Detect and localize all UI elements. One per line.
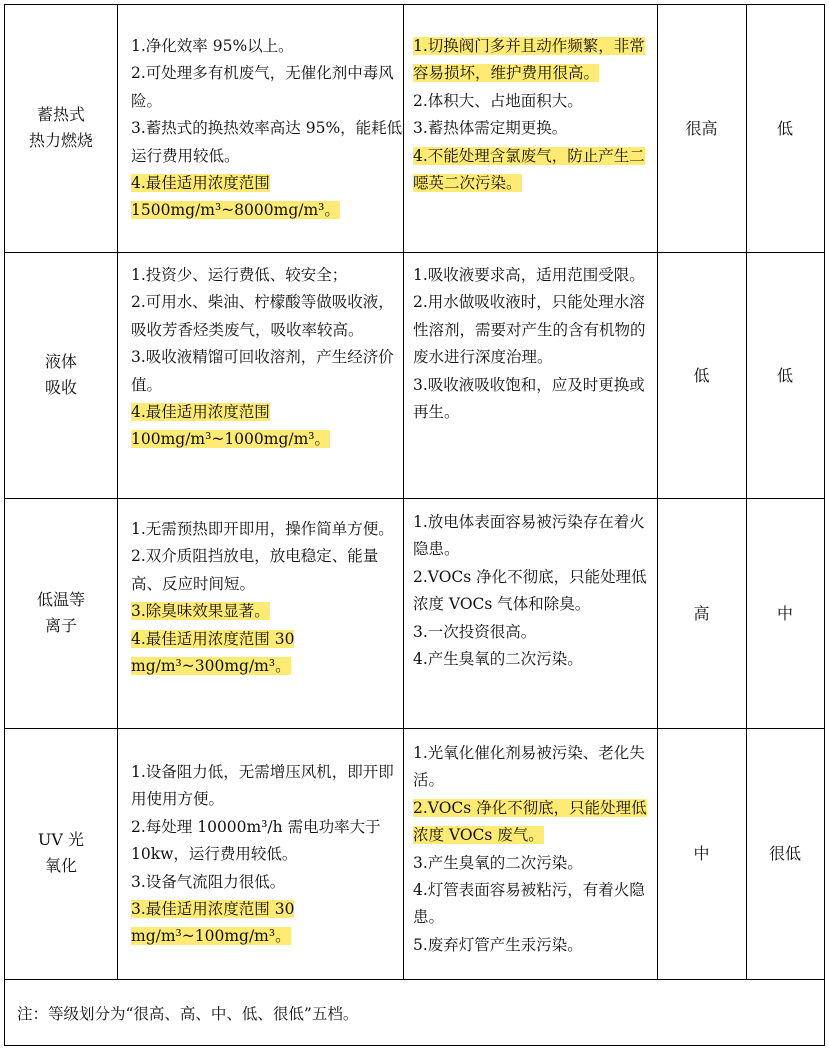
advantage-item: 3.蓄热式的换热效率高达 95%，能耗低运行费用较低。 [131,119,403,165]
advantage-item: 3.设备气流阻力很低。 [131,872,286,891]
highlighted-text: 4.最佳适用浓度范围 1500mg/m³~8000mg/m³。 [131,174,340,220]
highlighted-text: 2.VOCs 净化不彻底，只能处理低浓度 VOCs 废气。 [413,798,647,845]
advantage-item: 2.每处理 10000m³/h 需电功率大于 10kw，运行费用较低。 [131,817,381,864]
advantage-item: 3.吸收液精馏可回收溶剂，产生经济价值。 [131,348,394,394]
column-divider [403,5,404,979]
method-name: 液体 吸收 [44,352,77,397]
disadvantage-item: 1.放电体表面容易被污染存在着火隐患。 [413,513,645,559]
cost-level: 中 [693,844,710,863]
disadvantage-item: 2.体积大、占地面积大。 [413,91,583,110]
row-divider [5,728,824,729]
disadvantage-item: 3.一次投资很高。 [413,622,537,641]
disadvantage-item [413,795,657,850]
advantages-cell [131,262,403,454]
disadvantage-item [413,143,657,198]
advantage-item [131,626,403,681]
advantages-cell [131,759,403,951]
advantage-item [131,170,403,225]
disadvantage-item: 4.灯管表面容易被粘污，有着火隐患。 [413,881,645,927]
method-name: UV 光 氧化 [37,830,85,875]
advantage-item: 1.无需预热即开即用，操作简单方便。 [131,520,394,538]
highlighted-text: 4.不能处理含氯废气，防止产生二噁英二次污染。 [413,146,645,193]
row-divider [5,979,824,980]
highlighted-text: 3.除臭味效果显著。 [131,602,270,621]
disadvantages-cell [413,509,657,673]
energy-level: 低 [776,366,793,385]
column-divider [746,5,747,979]
highlighted-text: 3.最佳适用浓度范围 30 mg/m³~100mg/m³。 [131,900,295,946]
row-divider [5,252,824,253]
disadvantage-item: 1.吸收液要求高，适用范围受限。 [413,266,645,284]
energy-level: 很低 [768,844,801,863]
energy-level: 低 [776,119,793,138]
row-divider [5,498,824,499]
advantage-item: 2.可处理多有机废气，无催化剂中毒风险。 [131,64,394,110]
disadvantage-item: 3.吸收液吸收饱和，应及时更换或再生。 [413,375,645,422]
cost-level: 低 [693,366,710,385]
column-divider [657,5,658,979]
cost-level: 很高 [685,119,718,138]
column-divider [117,5,118,979]
method-name: 蓄热式 热力燃烧 [28,105,93,150]
advantage-item: 2.双介质阻挡放电，放电稳定、能量高、反应时间短。 [131,547,379,593]
disadvantage-item: 4.产生臭氧的二次污染。 [413,650,583,669]
advantage-item: 1.投资少、运行费低、较安全； [131,266,348,284]
advantage-item: 1.设备阻力低，无需增压风机，即开即用使用方便。 [131,763,394,809]
highlighted-text: 1.切换阀门多并且动作频繁，非常容易损坏，维护费用很高。 [413,37,645,83]
advantage-item: 1.净化效率 95%以上。 [131,37,294,55]
disadvantages-cell [413,740,657,959]
disadvantage-item: 5.废弃灯管产生汞污染。 [413,935,583,954]
advantage-item [131,896,403,951]
method-name: 低温等 离子 [36,590,85,635]
disadvantage-item: 3.产生臭氧的二次污染。 [413,853,583,872]
cost-level: 高 [693,604,710,623]
advantage-item [131,598,403,625]
footnote: 注：等级划分为“很高、高、中、低、很低”五档。 [17,1005,359,1023]
disadvantage-item: 1.光氧化催化剂易被污染、老化失活。 [413,744,645,790]
disadvantage-item: 2.VOCs 净化不彻底，只能处理低浓度 VOCs 气体和除臭。 [413,567,647,614]
comparison-table [4,4,825,1046]
advantage-item [131,399,403,454]
energy-level: 中 [776,604,793,623]
highlighted-text: 4.最佳适用浓度范围 30 mg/m³~300mg/m³。 [131,629,295,676]
highlighted-text: 4.最佳适用浓度范围 100mg/m³~1000mg/m³。 [131,403,331,449]
disadvantage-item [413,33,657,88]
disadvantage-item: 2.用水做吸收液时，只能处理水溶性溶剂，需要对产生的含有机物的废水进行深度治理。 [413,293,646,367]
disadvantages-cell [413,33,657,197]
advantages-cell [131,516,403,680]
disadvantages-cell [413,262,657,426]
advantage-item: 2.可用水、柴油、柠檬酸等做吸收液，吸收芳香烃类废气，吸收率较高。 [131,293,394,339]
disadvantage-item: 3.蓄热体需定期更换。 [413,119,568,138]
advantages-cell [131,33,403,225]
